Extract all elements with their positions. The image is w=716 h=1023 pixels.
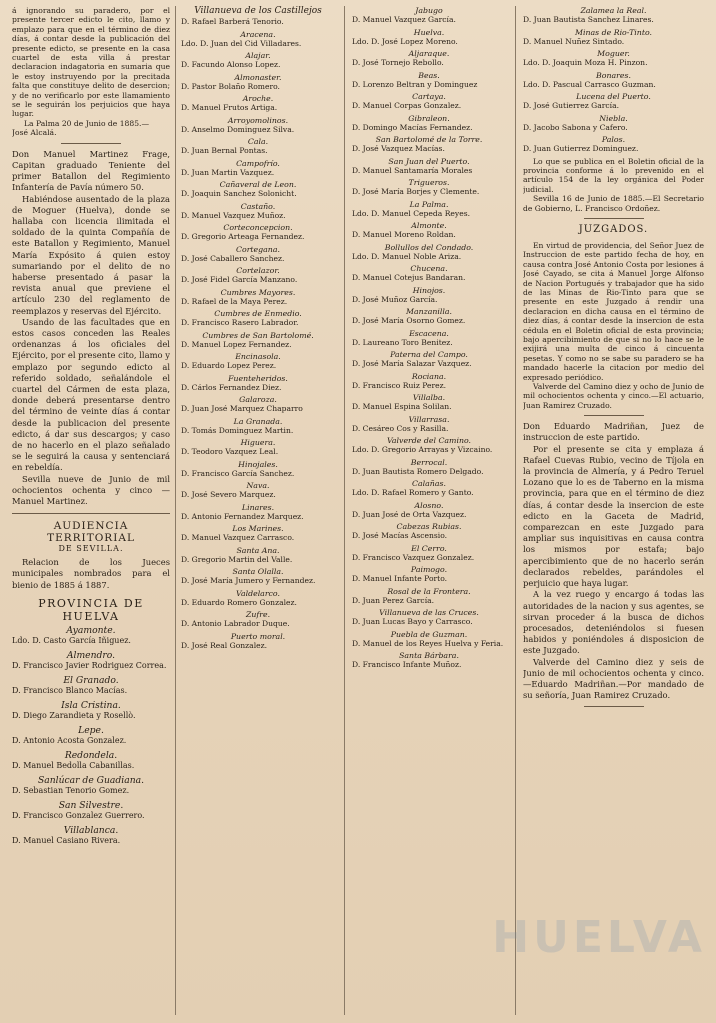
list-item [181,546,335,564]
edict-signature: José Alcalá. [12,128,57,138]
judge-name: D. Manuel Casiano Rivera. [12,835,121,845]
town-name: Valverde del Camino. [386,436,472,445]
judge-name: D. José María Osorno Gomez. [352,316,466,325]
list-item [12,825,170,846]
list-item [352,28,506,46]
list-item [181,202,335,220]
list-item [523,49,704,67]
judge-name: D. Lorenzo Beltran y Dominguez [352,79,478,89]
judge-name: D. Manuel Lopez Fernandez. [181,339,292,349]
judge-name: D. Juan Bernal Pontas. [181,146,268,155]
edict-paragraph: Por el presente se cita y emplaza á Rafael Cuevas Rubio, vecino de Tíjola en la provincia de Almería, y á Pedro Teruel Lozano que lo es de Taberno en la misma provincia, para que en el término de diez días, á contar desde la insercion de este edicto en la Gaceta de Madrid, comparezcan en este Juzgado para ampliar sus inquisitivas en causa contra los mismos por estafa; bajo apercibimiento que de no hacerlo serán declarados rebeldes, parándoles el perjuicio que haya lugar. [523,443,704,589]
divider [12,513,170,514]
list-item [352,49,506,67]
section-intro: Relacion de los Jueces municipales nombrados para el bienio de 1885 á 1887. [12,557,170,590]
list-item [352,178,506,196]
list-item [352,608,506,626]
judge-name: D. Juan José de Orta Vazquez. [352,509,467,519]
town-name: Castaño. [240,201,276,211]
judge-name: D. Francisco García Sanchez. [181,468,295,478]
judge-name: D. Cárlos Fernandez Diez. [181,382,282,392]
list-item [352,243,506,261]
town-name: Rosal de la Frontera. [387,586,471,596]
judge-name: D. Rafael de la Maya Perez. [181,296,288,306]
judge-name: D. Joaquin Sanchez Solonicht. [181,189,297,198]
judge-name: D. Juan Perez García. [352,595,435,605]
town-name: Cabezas Rubias. [396,522,462,531]
judge-name: D. Facundo Alonso Lopez. [181,60,281,69]
judge-name: D. José Macías Ascensio. [352,531,448,540]
list-item [181,331,335,349]
judge-name: D. Tomás Dominguez Martin. [181,425,294,435]
town-name: Cumbres de Enmedio. [214,309,302,318]
judge-name: D. Manuel Corpas Gonzalez. [352,101,462,110]
judge-name: Ldo. D. Rafael Romero y Ganto. [352,488,474,497]
list-item [352,415,506,433]
town-name: Moguer. [597,49,630,58]
judge-name: Ldo. D. José Lopez Moreno. [352,36,458,46]
judge-name: D. Francisco Gonzalez Guerrero. [12,810,145,820]
list-item [12,675,170,696]
judge-name: D. Juan Bautista Sanchez Linares. [523,15,654,24]
list-item [352,393,506,411]
edict-paragraph: A la vez ruego y encargo á todas las autoridades de la nacion y sus agentes, se sirvan proceder á la busca de dichos procesados, deteniéndolos si fuesen habidos y poniéndoles á disposicion de este Juzgado. [523,589,704,656]
town-name: Villablanca. [63,824,119,836]
judge-name: D. José María Borjes y Clemente. [352,187,480,196]
list-item [523,71,704,89]
judge-list [181,6,335,650]
list-item [181,94,335,112]
town-name: Fuenteheridos. [228,373,288,383]
list-item [352,157,506,175]
list-item [181,180,335,198]
list-item [352,651,506,669]
edict-paragraph: Usando de las facultades que en estos casos conceden las Reales ordenanzas á los oficiales del Ejército, por el presente cito, llamo y emplazo por segundo edicto al referido soldado, señalándole el cuartel del Cármen de esta plaza, donde deberá presentarse dentro del término de veinte días á contar desde la publicacion del presente edicto, á dar sus descargos; y caso de no hacerlo en el plazo señalado se le seguirá la causa y sentenciará en rebeldía. [12,316,170,473]
town-name: Zufre. [245,610,271,619]
list-item [12,700,170,721]
judge-name: D. Juan José Marquez Chaparro [181,404,303,413]
list-item [352,200,506,218]
judge-name: D. Manuel Frutos Artiga. [181,103,278,112]
judge-name: D. Francisco Blanco Macías. [12,685,128,695]
judge-name: D. José Gutierrez García. [523,101,620,110]
list-item [181,116,335,134]
judge-name: D. Francisco Vazquez Gonzalez. [352,552,475,562]
town-name: San Silvestre. [58,799,124,811]
list-item [523,114,704,132]
town-name: Aracena. [240,29,276,39]
judge-name: D. Francisco Rasero Labrador. [181,318,299,327]
judge-name: D. José Tornejo Rebollo. [352,58,444,67]
list-item [352,630,506,648]
town-name: Puebla de Guzman. [390,629,468,639]
edict-header: Don Eduardo Madriñan, Juez de instruccion de este partido. [523,421,704,443]
town-name: Cañaveral de Leon. [219,180,297,189]
town-name: Campofrío. [236,158,280,168]
town-name: Lucena del Puerto. [576,92,651,101]
town-name: Berrocal. [410,457,448,467]
judge-name: Ldo. D. Gregorio Arrayas y Vizcaino. [352,445,493,454]
list-item [181,73,335,91]
town-name: Aljaraque. [408,49,450,58]
list-item [12,625,170,646]
judge-name: D. José Muñoz García. [352,294,438,304]
judge-name: D. Domingo Macías Fernandez. [352,122,473,132]
town-name: Zalamea la Real. [580,6,647,15]
judge-name: D. Juan Bautista Romero Delgado. [352,466,484,476]
list-item [181,567,335,585]
judge-name: D. Pastor Bolaño Romero. [181,81,280,91]
list-item [523,135,704,153]
judge-name: D. Manuel Cotejus Bandaran. [352,273,466,282]
archive-watermark: HUELVA [492,912,706,963]
town-name: Encinasola. [235,352,281,361]
town-name: Minas de Rio-Tinto. [574,27,652,37]
list-item [352,71,506,89]
judge-name: D. Manuel Vazquez Muñoz. [181,210,286,220]
judge-name: D. Francisco Ruiz Perez. [352,380,447,390]
town-name: Cortelazor. [236,266,280,275]
town-name: Rociana. [411,371,447,381]
judge-name: D. Sebastian Tenorio Gomez. [12,785,130,795]
judge-name: D. Juan Martin Vazquez. [181,167,275,177]
town-name: Alosno. [414,500,444,510]
list-item [181,417,335,435]
town-name: Corteconcepcion. [223,223,293,232]
edict-header: Don Manuel Martinez Frage, Capitan graduado Teniente del primer Batallon del Regimiento Infantería de Pavía número 50. [12,148,170,193]
town-name: Santa Bárbara. [399,651,459,660]
judge-name: D. Juan Gutierrez Dominguez. [523,144,639,153]
judge-name: D. Francisco Javier Rodriguez Correa. [12,660,167,670]
judge-name: D. José Fidel García Manzano. [181,275,298,284]
town-name: Villanueva de los Castillejos [194,6,322,16]
divider [584,706,644,707]
town-name: Paimogo. [410,565,448,574]
list-item [181,6,335,26]
town-name: Almonte. [411,221,447,230]
list-item [352,565,506,583]
judge-name: D. Anselmo Dominguez Silva. [181,124,295,134]
town-name: Manzanilla. [405,307,453,316]
list-item [352,286,506,304]
list-item [181,395,335,413]
list-item [352,522,506,540]
list-item [352,372,506,390]
judge-name: D. Manuel Vazquez Carrasco. [181,533,295,542]
town-name: Palos. [601,135,626,144]
list-item [352,544,506,562]
town-name: Beas. [418,70,440,80]
list-item [181,266,335,284]
section-subheading: DE SEVILLA. [58,544,124,554]
list-item [352,92,506,110]
judge-name: D. José Vazquez Macías. [352,144,445,153]
list-item [12,750,170,771]
list-item [12,725,170,746]
list-item [352,350,506,368]
town-name: Ayamonte. [66,624,116,636]
town-name: Cartaya. [412,92,446,101]
list-item [352,114,506,132]
town-name: Bonares. [596,70,631,80]
town-name: Paterna del Campo. [390,350,468,359]
divider [61,143,121,144]
town-name: Calañas. [412,479,446,488]
judge-name: Ldo. D. Joaquin Moza H. Pinzon. [523,58,648,67]
judge-name: D. Gregorio Arteaga Fernandez. [181,232,305,241]
judge-name: D. Antonio Labrador Duque. [181,619,290,628]
town-name: Nava. [246,481,270,490]
town-name: Hinojos. [412,285,446,295]
judge-list [12,625,170,846]
judge-list [352,6,506,669]
closing-date: Sevilla 16 de Junio de 1885.—El Secretario de Gobierno, L. Francisco Ordoñez. [523,194,704,213]
town-name: Escacena. [409,328,449,338]
judge-name: D. Manuel Espina Solilan. [352,402,452,411]
judge-name: D. Laureano Toro Benitez. [352,337,453,347]
list-item [523,28,704,46]
town-name: Galaroza. [239,395,277,404]
column-1 [12,6,170,1017]
town-name: San Juan del Puerto. [388,156,470,166]
judge-name: D. Manuel Vazquez García. [352,15,456,24]
town-name: Almonaster. [234,72,282,82]
town-name: Alajar. [245,51,271,60]
list-item [181,30,335,48]
town-name: Cala. [247,137,269,146]
judge-name: Ldo. D. Casto García Iñiguez. [12,635,131,645]
town-name: Jabugo [415,6,443,15]
town-name: Chucena. [410,264,448,273]
list-item [181,524,335,542]
list-item [181,245,335,263]
town-name: Arroyomolinos. [227,115,289,125]
column-2 [181,6,335,1017]
judge-name: D. Francisco Infante Muñoz. [352,660,462,669]
judge-name: D. José Caballero Sanchez. [181,253,285,263]
province-heading: PROVINCIA DE HUELVA [38,596,144,623]
edict-paragraph: Habiéndose ausentado de la plaza de Moguer (Huelva), donde se hallaba con licencia ilimitada el soldado de la quinta Compañía de este Batallon y Regimiento, Manuel María Expósito á quien estoy sumariando por el delito de no haberse presentado á pasar la revista anual que previene el artículo 230 del reglamento de reemplazos y reservas del Ejército. [12,193,170,316]
list-item [181,481,335,499]
town-name: Cumbres de San Bartolomé. [202,330,314,340]
judge-name: D. José María Salazar Vazquez. [352,359,472,368]
edict-date: Valverde del Camino diez y seis de Junio de mil ochocientos ochenta y cinco.—Eduardo Madriñan.—Por mandado de su señoría, Juan Ramirez Cruzado. [523,656,704,701]
column-4 [523,6,704,1017]
list-item [181,374,335,392]
judge-list [523,6,704,153]
judge-name: D. Manuel Bedolla Cabanillas. [12,760,135,770]
town-name: Bollullos del Condado. [384,242,474,252]
section-heading: AUDIENCIA TERRITORIAL [47,520,135,545]
list-item [181,159,335,177]
list-item [181,610,335,628]
list-item [181,309,335,327]
judge-name: D. Manuel de los Reyes Huelva y Feria. [352,638,504,648]
list-item [12,650,170,671]
town-name: El Cerro. [411,543,447,553]
judge-name: D. Gregorio Martin del Valle. [181,554,293,564]
column-3 [352,6,506,1017]
town-name: Trigueros. [408,178,450,187]
town-name: Gibraleon. [408,113,450,123]
list-item [181,438,335,456]
judge-name: D. José Real Gonzalez. [181,640,268,650]
town-name: San Bartolomé de la Torre. [375,135,483,144]
column-rule [175,6,176,1015]
judge-name: D. Manuel Moreno Roldan. [352,230,456,239]
town-name: Niebla. [599,113,628,123]
list-item [523,92,704,110]
town-name: Almendro. [66,649,116,661]
list-item [12,800,170,821]
list-item [181,137,335,155]
list-item [352,501,506,519]
list-item [181,460,335,478]
judge-name: D. Diego Zarandieta y Rosellò. [12,710,136,720]
edict-paragraph: En virtud de providencia, del Señor Juez de Instruccion de este partido fecha de hoy, en causa contra José Antonio Costa por lesiones á José Cayado, se cita á Manuel Jorge Alfonso de Nacion Portugués y trabajador que ha sido de las Minas de Rio-Tinto para que se presente en este Juzgado á rendir una declaracion en dicha causa en el término de diez días, á contar desde la insercion de esta cédula en el Boletin oficial de esta provincia; bajo apercibimiento de que si no lo hace se le exijirá una multa de cinco á cincuenta pesetas. Y como no se sabe su paradero se ha mandado hacerle la citacion por medio del expresado periódico. [523,240,704,382]
judge-name: D. Eduardo Lopez Perez. [181,361,277,370]
town-name: Sanlúcar de Guadiana. [37,774,145,786]
town-name: Lepe. [78,724,104,736]
judge-name: D. Manuel Infante Porto. [352,574,448,583]
judge-name: D. José Severo Marquez. [181,490,276,499]
town-name: Villalba. [412,393,446,402]
town-name: Isla Cristina. [61,699,121,711]
town-name: Linares. [241,502,275,512]
list-item [352,436,506,454]
list-item [352,264,506,282]
list-item [352,307,506,325]
judge-name: D. Rafael Barberá Tenorio. [181,17,284,26]
list-item [181,589,335,607]
list-item [181,503,335,521]
list-item [352,221,506,239]
judge-name: Ldo. D. Pascual Carrasco Guzman. [523,79,656,89]
list-item [181,223,335,241]
judge-name: Ldo. D. Manuel Cepeda Reyes. [352,208,471,218]
town-name: Higuera. [240,438,276,447]
town-name: Los Marines. [232,524,284,533]
judge-name: D. Juan Lucas Bayo y Carrasco. [352,617,473,626]
town-name: Cumbres Mayores. [220,287,296,297]
judge-name: D. Antonio Acosta Gonzalez. [12,735,127,745]
edict-date: La Palma 20 de Junio de 1885.— [24,118,150,128]
town-name: Valdelarco. [236,588,280,598]
closing-paragraph: Lo que se publica en el Boletin oficial de la provincia conforme á lo prevenido en el artículo 154 de la ley orgánica del Poder judicial. [523,156,704,194]
list-item [352,6,506,24]
town-name: Villarrasa. [408,414,450,424]
judge-name: D. Eduardo Romero Gonzalez. [181,597,297,607]
town-name: Hinojales. [238,459,278,469]
divider [584,218,644,219]
edict-paragraph: Sevilla nueve de Junio de mil ochocientos ochenta y cinco — Manuel Martinez. [12,473,170,506]
list-item [181,632,335,650]
divider [584,415,644,416]
edict-paragraph: á ignorando su paradero, por el presente tercer edicto le cito, llamo y emplazo para que en el término de diez días, á contar desde la publicación del presente edicto, se presente en la casa cuartel de esta villa á prestar declaracion indagatoria en sumaria que le estoy instruyendo por la precitada falta que constituye delito de desercion; y de no verificarlo por este llamamiento se le seguirán los perjuicios que haya lugar. [12,6,170,119]
judge-name: D. Teodoro Vazquez Leal. [181,447,279,456]
judge-name: Ldo. D. Manuel Noble Ariza. [352,251,462,261]
list-item [352,587,506,605]
list-item [352,479,506,497]
judge-name: D. Antonio Fernandez Marquez. [181,511,304,521]
judge-name: D. Manuel Santamaría Morales [352,165,473,175]
town-name: Redondela. [64,749,118,761]
town-name: La Granada. [233,416,283,426]
list-item [181,288,335,306]
judge-name: D. Jacobo Sabona y Cafero. [523,122,628,132]
column-rule [515,6,516,1015]
list-item [12,775,170,796]
town-name: Santa Ana. [236,545,280,555]
judge-name: D. José María Jumero y Fernandez. [181,576,316,585]
town-name: Puerto moral. [230,631,286,641]
column-rule [344,6,345,1015]
town-name: Aroche. [242,94,274,103]
section-heading: JUZGADOS. [578,223,649,235]
town-name: La Palma. [409,199,449,209]
town-name: Villanueva de las Cruces. [379,608,479,617]
town-name: Santa Olalla. [232,567,284,576]
judge-name: Ldo. D. Juan del Cid Villadares. [181,38,302,48]
town-name: Huelva. [413,27,445,37]
judge-name: D. Cesáreo Cos y Rasilla. [352,423,449,433]
list-item [181,51,335,69]
list-item [352,458,506,476]
judge-name: D. Manuel Nuñez Sintado. [523,36,625,46]
town-name: Cortegana. [236,244,280,254]
list-item [181,352,335,370]
list-item [523,6,704,24]
list-item [352,329,506,347]
town-name: El Granado. [63,674,119,686]
list-item [352,135,506,153]
edict-date: Valverde del Camino diez y ocho de Junio de mil ochocientos ochenta y cinco.—El actuario, Juan Ramirez Cruzado. [523,382,704,410]
